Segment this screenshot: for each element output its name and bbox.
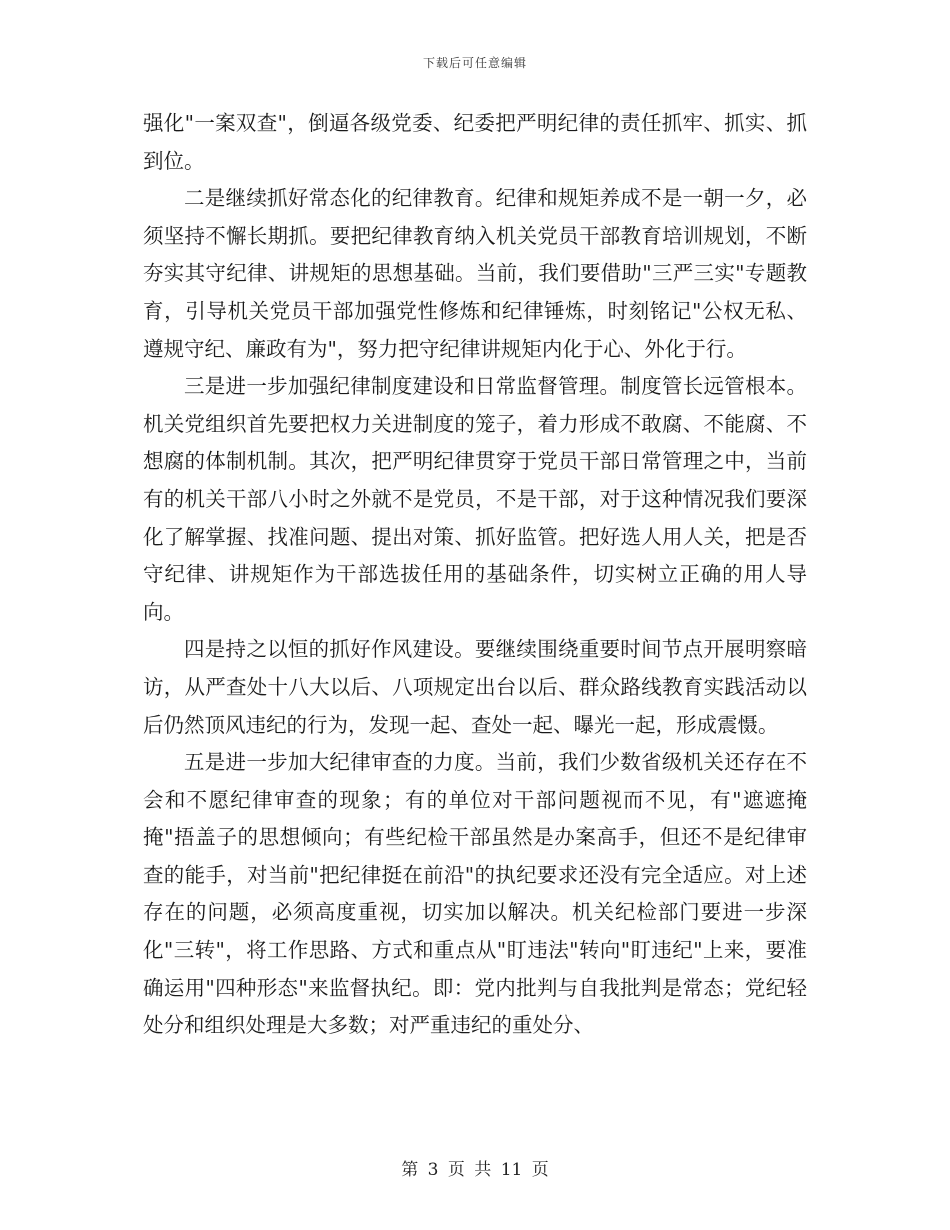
document-body (143, 105, 807, 1045)
paragraph-continued: 强化"一案双查"，倒逼各级党委、纪委把严明纪律的责任抓牢、抓实、抓到位。 (143, 111, 807, 173)
paragraph-work-style: 四是持之以恒的抓好作风建设。要继续围绕重要时间节点开展明察暗访，从严查处十八大以后、八项规定出台以后、群众路线教育实践活动以后仍然顶风违纪的行为，发现一起、查处一起、曝光一起，形成震慑。 (143, 637, 807, 737)
header-note: 下载后可任意编辑 (422, 56, 527, 70)
paragraph-system-building: 三是进一步加强纪律制度建设和日常监督管理。制度管长远管根本。机关党组织首先要把权力关进制度的笼子，着力形成不敢腐、不能腐、不想腐的体制机制。其次，把严明纪律贯穿于党员干部日常管理之中，当前有的机关干部八小时之外就不是党员，不是干部，对于这种情况我们要深化了解掌握、找准问题、提出对策、抓好监管。把好选人用人关，把是否守纪律、讲规矩作为干部选拔任用的基础条件，切实树立正确的用人导向。 (143, 374, 807, 624)
paragraph-discipline-review: 五是进一步加大纪律审查的力度。当前，我们少数省级机关还存在不会和不愿纪律审查的现象；有的单位对干部问题视而不见，有"遮遮掩掩"捂盖子的思想倾向；有些纪检干部虽然是办案高手，但还不是纪律审查的能手，对当前"把纪律挺在前沿"的执纪要求还没有完全适应。对上述存在的问题，必须高度重视，切实加以解决。机关纪检部门要进一步深化"三转"，将工作思路、方式和重点从"盯违法"转向"盯违纪"上来，要准确运用"四种形态"来监督执纪。即：党内批判与自我批判是常态；党纪轻处分和组织处理是大多数；对严重违纪的重处分、 (143, 750, 807, 1038)
page-number: 第 3 页 共 11 页 (401, 1160, 549, 1180)
paragraph-discipline-education: 二是继续抓好常态化的纪律教育。纪律和规矩养成不是一朝一夕，必须坚持不懈长期抓。要把纪律教育纳入机关党员干部教育培训规划，不断夯实其守纪律、讲规矩的思想基础。当前，我们要借助"三严三实"专题教育，引导机关党员干部加强党性修炼和纪律锤炼，时刻铭记"公权无私、遵规守纪、廉政有为"，努力把守纪律讲规矩内化于心、外化于行。 (143, 186, 807, 361)
